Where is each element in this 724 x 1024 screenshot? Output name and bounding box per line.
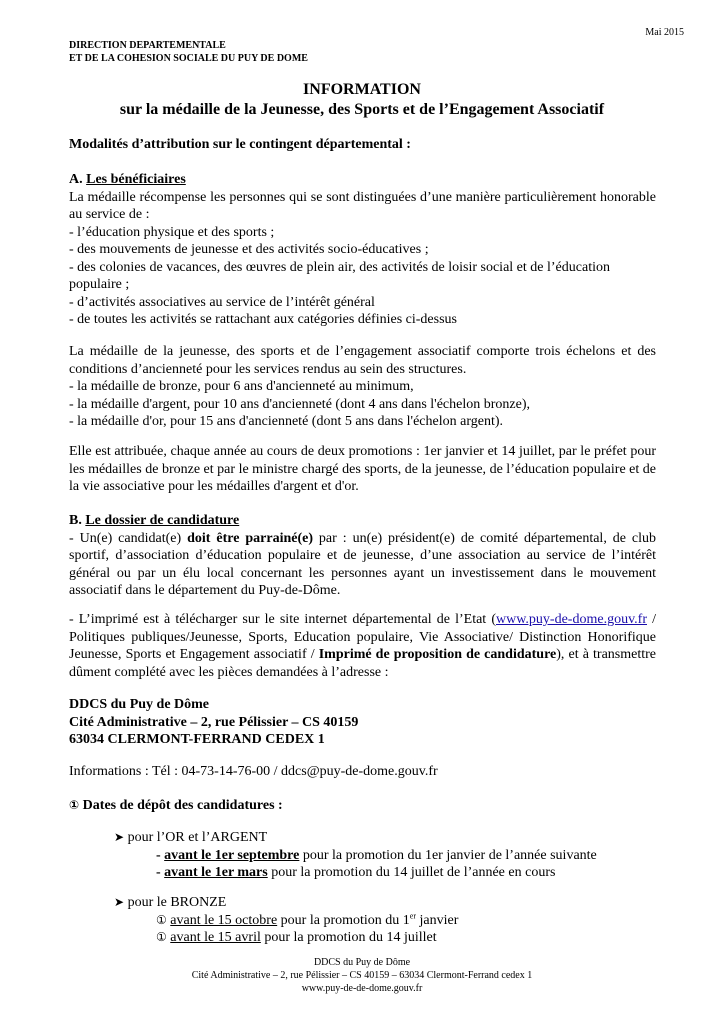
- section-a-intro: La médaille récompense les personnes qui se sont distinguées d’une manière particulièrement honorable au service de :: [69, 189, 656, 222]
- echelon-item: - la médaille de bronze, pour 6 ans d'ancienneté au minimum,: [69, 379, 414, 394]
- beneficiary-item: - de toutes les activités se rattachant aux catégories définies ci-dessus: [69, 312, 457, 327]
- deadline-text: pour la promotion du 14 juillet de l’année en cours: [267, 865, 556, 880]
- beneficiary-item: - d’activités associatives au service de l’intérêt général: [69, 294, 375, 310]
- section-a: [69, 171, 656, 329]
- title-line-1: INFORMATION: [303, 81, 421, 98]
- deadline-date: avant le 15 octobre: [170, 912, 278, 928]
- footer-line-3: www.puy-de-de-dome.gouv.fr: [301, 983, 423, 994]
- sponsorship-paragraph: [69, 530, 656, 600]
- bronze-label-text: pour le BRONZE: [127, 895, 227, 910]
- or-argent-deadline-2: [69, 864, 656, 882]
- download-text-end: ), et à transmettre dûment complété avec les pièces demandées à l’adresse :: [69, 647, 657, 680]
- section-b-prefix: B.: [69, 513, 86, 528]
- document-date: Mai 2015: [645, 27, 684, 38]
- section-b-title: Le dossier de candidature: [85, 513, 240, 528]
- prefecture-website-link[interactable]: www.puy-de-dome.gouv.fr: [496, 612, 647, 627]
- deadline-text-end: janvier: [416, 912, 459, 928]
- beneficiary-item: - des colonies de vacances, des œuvres de plein air, des activités de loisir social et de l’éducation populaire ;: [69, 259, 610, 292]
- title-line-2: sur la médaille de la Jeunesse, des Sports et de l’Engagement Associatif: [119, 101, 605, 118]
- deadline-text: pour la promotion du 14 juillet: [260, 930, 437, 945]
- mailing-address: [69, 696, 656, 749]
- dates-heading-text: Dates de dépôt des candidatures :: [82, 798, 283, 813]
- bronze-deadline-2: [69, 929, 656, 947]
- bronze-deadline-1: [69, 912, 656, 930]
- dash: -: [156, 865, 165, 880]
- modalites-heading: Modalités d’attribution sur le contingent départemental :: [69, 137, 411, 152]
- download-text: - L’imprimé est à télécharger sur le site internet départemental de l’Etat (: [69, 612, 496, 627]
- sponsorship-emphasis: doit être parrainé(e): [187, 530, 313, 546]
- echelon-item: - la médaille d'or, pour 15 ans d'ancienneté (dont 5 ans dans l'échelon argent).: [69, 414, 503, 429]
- deadline-date: avant le 1er septembre: [164, 847, 300, 863]
- echelons-paragraph: La médaille de la jeunesse, des sports et de l’engagement associatif comporte trois échelons et des conditions d’ancienneté pour les services rendus au sein des structures.: [69, 344, 656, 377]
- page-footer: [0, 956, 724, 995]
- section-a-title: Les bénéficiaires: [86, 172, 186, 187]
- issuer-line-1: DIRECTION DEPARTEMENTALE: [69, 40, 226, 51]
- dash: -: [156, 847, 165, 863]
- echelon-item: - la médaille d'argent, pour 10 ans d'ancienneté (dont 4 ans dans l'échelon bronze),: [69, 396, 530, 412]
- deadline-date: avant le 15 avril: [170, 930, 261, 945]
- section-b-heading: [69, 512, 656, 530]
- ordinal-superscript: er: [409, 910, 416, 920]
- or-argent-block: [69, 829, 656, 882]
- arrowhead-icon: ➤: [114, 830, 125, 844]
- section-b: [69, 512, 656, 600]
- address-line-1: DDCS du Puy de Dôme: [69, 697, 210, 712]
- download-paragraph: [69, 611, 656, 681]
- footer-line-2: Cité Administrative – 2, rue Pélissier – CS 40159 – 63034 Clermont-Ferrand cedex 1: [191, 970, 533, 981]
- deadline-text: pour la promotion du 1er janvier de l’année suivante: [299, 847, 597, 863]
- footer-line-1: DDCS du Puy de Dôme: [313, 957, 411, 968]
- document-title: [0, 80, 724, 120]
- or-argent-label-text: pour l’OR et l’ARGENT: [127, 830, 268, 845]
- contact-info: Informations : Tél : 04-73-14-76-00 / ddcs@puy-de-dome.gouv.fr: [69, 764, 438, 779]
- beneficiary-item: - des mouvements de jeunesse et des activités socio-éducatives ;: [69, 242, 429, 257]
- deadline-date: avant le 1er mars: [164, 865, 268, 880]
- or-argent-deadline-1: [69, 847, 656, 865]
- dates-heading: [69, 797, 656, 815]
- echelons-list: [69, 378, 656, 431]
- circled-one-icon: ①: [156, 912, 167, 927]
- issuer-header: [69, 39, 308, 65]
- beneficiary-item: - l’éducation physique et des sports ;: [69, 224, 275, 240]
- sponsorship-text-rest: par : un(e) président(e) de comité départemental, de club sportif, d’association d’éducation populaire et de jeunesse, d’une association au service de l’intérêt général ou par un élu local concernant les personnes ayant un investissement dans le mouvement associatif dans le département du Puy-de-Dôme.: [69, 530, 657, 598]
- section-a-heading: [69, 171, 656, 189]
- or-argent-label: [69, 829, 656, 847]
- form-name: Imprimé de proposition de candidature: [318, 647, 557, 662]
- attribution-paragraph: Elle est attribuée, chaque année au cours de deux promotions : 1er janvier et 14 juillet, par le préfet pour les médailles de bronze et par le ministre chargé des sports, de la jeunesse, de l’éducation populaire et de la vie associative pour les médailles d'argent et d'or.: [69, 444, 656, 494]
- bronze-label: [69, 894, 656, 912]
- address-line-2: Cité Administrative – 2, rue Pélissier – CS 40159: [69, 714, 359, 730]
- sponsorship-text: - Un(e) candidat(e): [69, 530, 188, 546]
- issuer-line-2: ET DE LA COHESION SOCIALE DU PUY DE DOME: [69, 53, 308, 64]
- download-path-text: / Politiques publiques/Jeunesse, Sports, Education populaire, Vie Associative/ Distinction Honorifique Jeunesse, Sports et Engagement associatif /: [69, 612, 657, 662]
- address-line-3: 63034 CLERMONT-FERRAND CEDEX 1: [69, 732, 325, 747]
- section-a-prefix: A.: [69, 172, 87, 187]
- deadline-text: pour la promotion du 1: [277, 912, 410, 928]
- arrowhead-icon: ➤: [114, 895, 125, 909]
- circled-one-icon: ①: [156, 930, 167, 944]
- circled-one-icon: ①: [69, 798, 80, 812]
- bronze-block: [69, 894, 656, 947]
